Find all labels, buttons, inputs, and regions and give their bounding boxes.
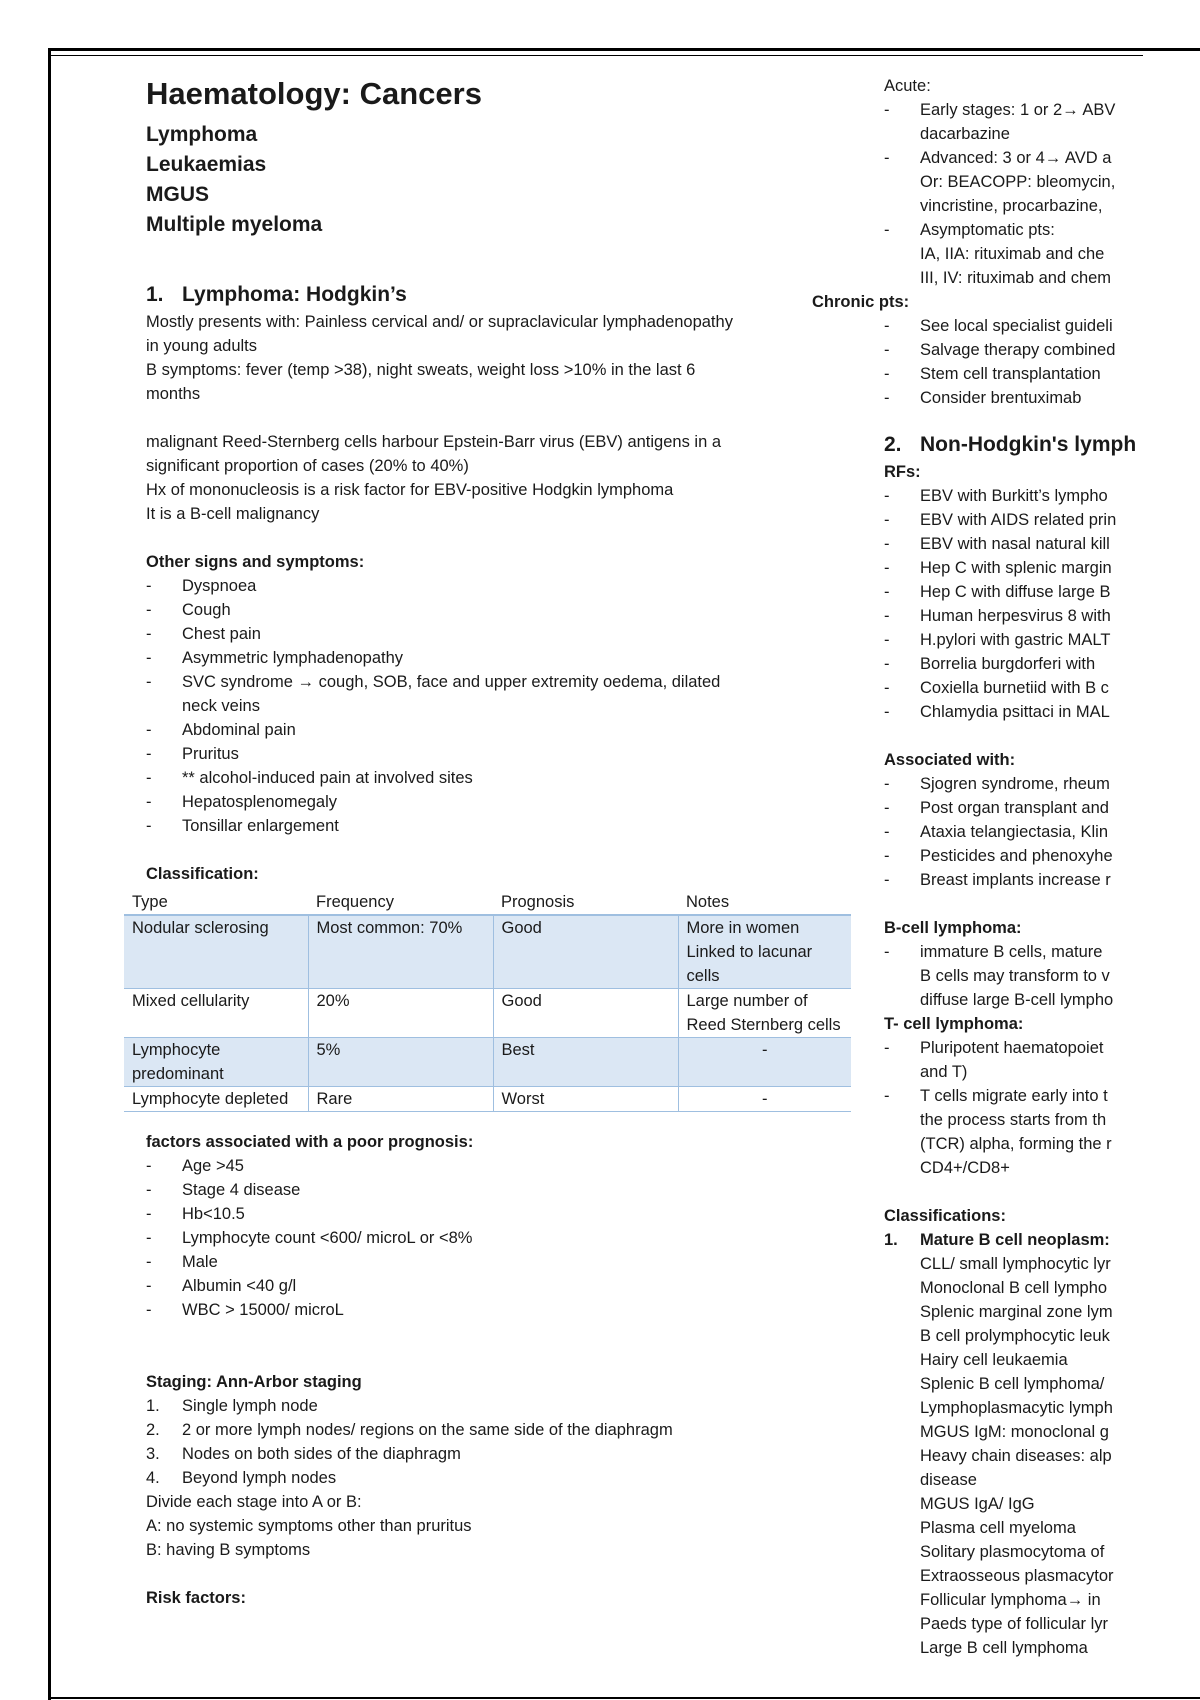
list-item: Plasma cell myeloma	[920, 1519, 1076, 1537]
other-symptoms-heading: Other signs and symptoms:	[146, 553, 365, 571]
table-cell: 5%	[308, 1038, 493, 1087]
section-heading-non-hodgkin	[884, 430, 1200, 460]
list-item: - EBV with AIDS related prin	[884, 508, 1200, 532]
table-row	[124, 1038, 851, 1087]
text-line: Mostly presents with: Painless cervical and/ or supraclavicular lymphadenopathy	[146, 313, 733, 331]
list-item: - ** alcohol-induced pain at involved sites	[146, 766, 856, 790]
staging-heading: Staging: Ann-Arbor staging	[146, 1373, 362, 1391]
poor-prognosis-list	[146, 1154, 856, 1322]
list-item: - Human herpesvirus 8 with	[884, 604, 1200, 628]
page-border-top	[48, 48, 1200, 51]
table-cell: Worst	[493, 1087, 678, 1112]
page-border-bottom	[48, 1697, 1200, 1699]
list-item: Large B cell lymphoma	[920, 1639, 1088, 1657]
list-item: Monoclonal B cell lympho	[920, 1279, 1108, 1297]
list-item: - Hep C with splenic margin	[884, 556, 1200, 580]
list-item: MGUS IgA/ IgG	[920, 1495, 1035, 1513]
text-line: Hx of mononucleosis is a risk factor for EBV-positive Hodgkin lymphoma	[146, 481, 674, 499]
table-of-contents	[146, 120, 856, 240]
toc-item: Lymphoma	[146, 123, 258, 146]
list-item: (TCR) alpha, forming the r	[920, 1135, 1112, 1153]
table-row	[124, 989, 851, 1038]
left-column	[132, 74, 856, 1610]
text-line: months	[146, 385, 201, 403]
list-item: 4. Beyond lymph nodes	[146, 1469, 337, 1487]
table-cell: -	[678, 1087, 851, 1112]
list-item: - EBV with Burkitt’s lympho	[884, 484, 1200, 508]
list-item: - Early stages: 1 or 2→ ABV	[884, 98, 1200, 122]
text-line: malignant Reed-Sternberg cells harbour Epstein-Barr virus (EBV) antigens in a	[146, 433, 722, 451]
list-item: - Chest pain	[146, 622, 856, 646]
list-item: - Stem cell transplantation	[884, 362, 1200, 386]
tcell-label: T- cell lymphoma:	[884, 1015, 1024, 1033]
section-title: Non-Hodgkin's lymph	[920, 433, 1137, 456]
list-item: - Tonsillar enlargement	[146, 814, 856, 838]
bcell-label: B-cell lymphoma:	[884, 919, 1022, 937]
list-item: - immature B cells, mature	[884, 940, 1200, 964]
list-item: 1. Single lymph node	[146, 1397, 318, 1415]
list-item: - Male	[146, 1250, 856, 1274]
list-item: - Hep C with diffuse large B	[884, 580, 1200, 604]
list-item: - Lymphocyte count <600/ microL or <8%	[146, 1226, 856, 1250]
list-item: IA, IIA: rituximab and che	[920, 245, 1105, 263]
list-item: vincristine, procarbazine,	[920, 197, 1103, 215]
section-heading-hodgkin	[146, 280, 856, 310]
table-row	[124, 1087, 851, 1112]
list-item: B cells may transform to v	[920, 967, 1110, 985]
list-item: III, IV: rituximab and chem	[920, 269, 1112, 287]
column-header: Frequency	[308, 890, 493, 915]
list-item: - Hepatosplenomegaly	[146, 790, 856, 814]
risk-factors-heading: Risk factors:	[146, 1589, 246, 1607]
list-item: - Ataxia telangiectasia, Klin	[884, 820, 1200, 844]
table-cell: Lymphocyte depleted	[124, 1087, 308, 1112]
list-item: - Post organ transplant and	[884, 796, 1200, 820]
associated-label: Associated with:	[884, 751, 1016, 769]
list-item: - Pluripotent haematopoiet	[884, 1036, 1200, 1060]
column-header: Prognosis	[493, 890, 678, 915]
mature-b-list	[884, 1252, 1200, 1660]
toc-item: Multiple myeloma	[146, 213, 323, 236]
text-line: B symptoms: fever (temp >38), night sweats, weight loss >10% in the last 6	[146, 361, 696, 379]
text-line: in young adults	[146, 337, 257, 355]
table-cell: Good	[493, 915, 678, 989]
classifications-label: Classifications:	[884, 1207, 1006, 1225]
list-item: - Sjogren syndrome, rheum	[884, 772, 1200, 796]
poor-prognosis-heading: factors associated with a poor prognosis:	[146, 1133, 474, 1151]
staging-list	[146, 1394, 856, 1490]
list-item: Follicular lymphoma→ in	[920, 1591, 1101, 1609]
table-cell: More in women Linked to lacunar cells	[678, 915, 851, 989]
list-item: B cell prolymphocytic leuk	[920, 1327, 1110, 1345]
right-column	[812, 74, 1200, 1660]
list-item: Lymphoplasmacytic lymph	[920, 1399, 1113, 1417]
text-line: Divide each stage into A or B:	[146, 1493, 362, 1511]
list-item: - SVC syndrome → cough, SOB, face and upper extremity oedema, dilated neck veins	[146, 670, 742, 718]
list-item: 3. Nodes on both sides of the diaphragm	[146, 1445, 461, 1463]
acute-label: Acute:	[884, 77, 931, 95]
text-line: significant proportion of cases (20% to 40%)	[146, 457, 469, 475]
column-header: Notes	[678, 890, 851, 915]
rfs-label: RFs:	[884, 463, 921, 481]
hodgkin-ebv	[146, 430, 856, 526]
toc-item: MGUS	[146, 183, 209, 206]
classification-table	[124, 890, 851, 1112]
other-symptoms-list	[146, 574, 856, 838]
text-line: A: no systemic symptoms other than pruritus	[146, 1517, 472, 1535]
list-item: CD4+/CD8+	[920, 1159, 1010, 1177]
page-border-left	[48, 48, 51, 1700]
table-cell: 20%	[308, 989, 493, 1038]
list-item: and T)	[920, 1063, 968, 1081]
list-item: - H.pylori with gastric MALT	[884, 628, 1200, 652]
table-cell: Best	[493, 1038, 678, 1087]
list-item: 2. 2 or more lymph nodes/ regions on the same side of the diaphragm	[146, 1421, 673, 1439]
chronic-label: Chronic pts:	[812, 293, 910, 311]
table-cell: Nodular sclerosing	[124, 915, 308, 989]
list-item: - Advanced: 3 or 4→ AVD a	[884, 146, 1200, 170]
list-item: dacarbazine	[920, 125, 1010, 143]
list-item: - WBC > 15000/ microL	[146, 1298, 856, 1322]
list-item: - EBV with nasal natural kill	[884, 532, 1200, 556]
section-number: 2.	[884, 433, 902, 456]
list-item: - Age >45	[146, 1154, 856, 1178]
table-cell: Mixed cellularity	[124, 989, 308, 1038]
list-item: - Abdominal pain	[146, 718, 856, 742]
list-item: - T cells migrate early into t	[884, 1084, 1200, 1108]
text-line: It is a B-cell malignancy	[146, 505, 320, 523]
list-item: - Asymptomatic pts:	[884, 218, 1200, 242]
section-number: 1.	[146, 283, 164, 306]
list-item: - Breast implants increase r	[884, 868, 1200, 892]
list-item: CLL/ small lymphocytic lyr	[920, 1255, 1111, 1273]
list-item: - Coxiella burnetiid with B c	[884, 676, 1200, 700]
table-header-row	[124, 890, 851, 915]
table-cell: Good	[493, 989, 678, 1038]
list-item: - See local specialist guideli	[884, 314, 1200, 338]
list-item: Or: BEACOPP: bleomycin,	[920, 173, 1116, 191]
document-title: Haematology: Cancers	[146, 76, 482, 111]
page-border-top-inner	[48, 55, 1143, 56]
list-item: Heavy chain diseases: alp	[920, 1447, 1112, 1465]
list-item: Extraosseous plasmacytor	[920, 1567, 1114, 1585]
list-item: Hairy cell leukaemia	[920, 1351, 1068, 1369]
list-item: Splenic B cell lymphoma/	[920, 1375, 1105, 1393]
mature-b-heading: 1. Mature B cell neoplasm:	[884, 1231, 1110, 1249]
list-item: - Borrelia burgdorferi with	[884, 652, 1200, 676]
list-item: - Chlamydia psittaci in MAL	[884, 700, 1200, 724]
list-item: - Hb<10.5	[146, 1202, 856, 1226]
table-row	[124, 915, 851, 989]
list-item: - Pruritus	[146, 742, 856, 766]
hodgkin-intro	[146, 310, 856, 406]
list-item: Splenic marginal zone lym	[920, 1303, 1113, 1321]
table-cell: Most common: 70%	[308, 915, 493, 989]
list-item: - Albumin <40 g/l	[146, 1274, 856, 1298]
list-item: - Consider brentuximab	[884, 386, 1200, 410]
section-title: Lymphoma: Hodgkin’s	[182, 283, 407, 306]
list-item: - Salvage therapy combined	[884, 338, 1200, 362]
list-item: - Asymmetric lymphadenopathy	[146, 646, 856, 670]
classification-heading: Classification:	[146, 865, 259, 883]
list-item: - Pesticides and phenoxyhe	[884, 844, 1200, 868]
table-cell: Large number of Reed Sternberg cells	[678, 989, 851, 1038]
list-item: - Cough	[146, 598, 856, 622]
table-cell: -	[678, 1038, 851, 1087]
list-item: Paeds type of follicular lyr	[920, 1615, 1109, 1633]
list-item: the process starts from th	[920, 1111, 1107, 1129]
table-cell: Lymphocyte predominant	[124, 1038, 308, 1087]
list-item: MGUS IgM: monoclonal g	[920, 1423, 1109, 1441]
list-item: disease	[920, 1471, 977, 1489]
list-item: - Dyspnoea	[146, 574, 856, 598]
column-header: Type	[124, 890, 308, 915]
text-line: B: having B symptoms	[146, 1541, 311, 1559]
toc-item: Leukaemias	[146, 153, 267, 176]
list-item: Solitary plasmocytoma of	[920, 1543, 1105, 1561]
list-item: diffuse large B-cell lympho	[920, 991, 1114, 1009]
list-item: - Stage 4 disease	[146, 1178, 856, 1202]
table-cell: Rare	[308, 1087, 493, 1112]
